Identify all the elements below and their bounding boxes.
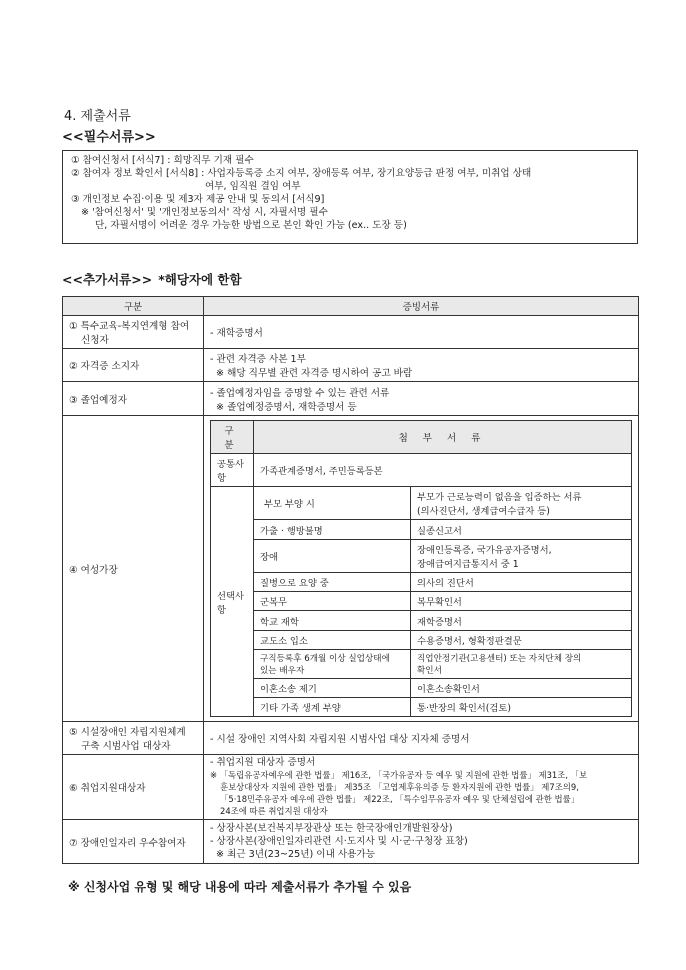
- sub-doc-line: 이혼소송확인서: [417, 684, 480, 695]
- doc-line: - 상장사본(보건복지부장관상 또는 한국장애인개발원장상): [210, 823, 453, 834]
- doc-line: - 관련 자격증 사본 1부: [210, 354, 306, 365]
- sub-row: [211, 573, 632, 592]
- row-category: [63, 316, 204, 349]
- sub-label-common: 공통사항: [211, 454, 254, 487]
- sub-doc: [411, 540, 632, 573]
- sub-doc-line: 확인서: [417, 666, 442, 676]
- sub-doc-line: 통·반장의 확인서(검토): [417, 703, 511, 714]
- sub-row: [211, 631, 632, 650]
- sub-doc: [411, 592, 632, 611]
- table-row: [63, 722, 639, 755]
- cat-line: ⑥ 취업지원대상자: [69, 783, 146, 794]
- required-note-cont: 단, 자필서명이 어려운 경우 가능한 방법으로 본인 확인 가능 (ex.. 도장 등): [95, 220, 407, 231]
- cat-line: ⑦ 장애인일자리 우수참여자: [69, 837, 186, 849]
- sub-doc: [411, 611, 632, 631]
- sub-item: 학교 재학: [254, 611, 411, 631]
- optional-docs-title: [62, 270, 242, 288]
- doc-line: 「5·18민주유공자 예우에 관한 법률」 제22조, 「특수임무유공자 예우 및 단체설립에 관한 법률」: [220, 794, 580, 804]
- sub-row: [211, 679, 632, 698]
- sub-doc: [411, 679, 632, 698]
- sub-doc-line: 재학증명서: [417, 616, 462, 628]
- sub-row: [211, 650, 632, 679]
- optional-docs-table: [62, 296, 639, 864]
- optional-note: *해당자에 한함: [158, 272, 242, 287]
- row-docs: [204, 382, 639, 416]
- sub-item: 질병으로 요양 중: [254, 573, 411, 592]
- row-category: [63, 349, 204, 382]
- doc-line: - 재학증명서: [210, 328, 263, 339]
- row-category: [63, 382, 204, 416]
- header-documents: 증빙서류: [204, 297, 639, 316]
- row-category: [63, 820, 204, 864]
- cat-line: ⑤ 시설장애인 자립지원체계: [69, 727, 186, 738]
- sub-item: 군복무: [254, 592, 411, 611]
- sub-item-line: 구직등록후 6개월 이상 실업상태에: [260, 654, 390, 664]
- sub-item: 장애: [254, 540, 411, 573]
- doc-line: 24조에 따른 취업지원 대상자: [220, 806, 328, 816]
- sub-doc: [411, 573, 632, 592]
- doc-line: ※ 최근 3년(23~25년) 이내 사용가능: [216, 849, 375, 860]
- table-header-row: [63, 297, 639, 316]
- sub-header-docs: 첨 부 서 류: [254, 421, 632, 454]
- required-note: ※ '참여신청서' 및 '개인정보동의서' 작성 시, 자필서명 필수: [81, 207, 328, 218]
- sub-row: [211, 520, 632, 540]
- sub-row: [211, 487, 632, 520]
- doc-line: ※ 「독립유공자예우에 관한 법률」 제16조, 「국가유공자 등 예우 및 지원에 관한 법률」 제31조, 「보: [210, 770, 588, 780]
- doc-line: ※ 졸업예정증명서, 재학증명서 등: [216, 401, 357, 413]
- row-docs: [204, 316, 639, 349]
- doc-line: - 상장사본(장애인일자리관련 시·도지사 및 시·군·구청장 표창): [210, 836, 468, 847]
- sub-item: 기타 가족 생계 부양: [254, 698, 411, 717]
- required-docs-box: [62, 150, 638, 244]
- sub-doc-line: 수용증명서, 형확정판결문: [417, 636, 522, 647]
- sub-doc-line: 직업안정기관(고용센터) 또는 자치단체 장의: [417, 654, 582, 664]
- cat-line: 구축 시범사업 대상자: [81, 741, 171, 752]
- row-category: [63, 722, 204, 755]
- sub-doc: [411, 520, 632, 540]
- table-row: [63, 755, 639, 820]
- required-item-cont: 여부, 임직원 결임 여부: [205, 181, 301, 192]
- sub-row: [211, 592, 632, 611]
- optional-title-text: <<추가서류>>: [62, 272, 153, 287]
- header-category: 구분: [63, 297, 204, 316]
- sub-row: [211, 698, 632, 717]
- sub-item-line: 있는 배우자: [260, 666, 305, 676]
- footer-note: ※ 신청사업 유형 및 해당 내용에 따라 제출서류가 추가될 수 있음: [68, 880, 412, 894]
- sub-doc: [411, 631, 632, 650]
- sub-doc: [411, 650, 632, 679]
- sub-common-doc: 가족관계증명서, 주민등록등본: [254, 454, 632, 487]
- row-docs: [204, 820, 639, 864]
- required-item: ③ 개인정보 수집·이용 및 제3자 제공 안내 및 동의서 [서식9]: [71, 194, 325, 205]
- female-head-subtable: [210, 420, 632, 717]
- sub-item: [254, 650, 411, 679]
- sub-doc: [411, 487, 632, 520]
- table-row: [63, 382, 639, 416]
- required-item: ② 참여자 정보 확인서 [서식8] : 사업자등록증 소지 여부, 장애등록 여부, 장기요양등급 판정 여부, 미취업 상태: [71, 168, 532, 179]
- sub-item: 가출 · 행방불명: [254, 520, 411, 540]
- row-docs: [204, 349, 639, 382]
- sub-doc-line: 실종신고서: [417, 525, 462, 537]
- cat-line: ① 특수교육-복지연계형 참여: [69, 321, 190, 332]
- table-row: [63, 316, 639, 349]
- sub-row: [211, 540, 632, 573]
- cat-line: ② 자격증 소지자: [69, 361, 140, 372]
- sub-doc-line: 의사의 진단서: [417, 578, 474, 589]
- doc-line: 훈보상대상자 지원에 관한 법률」 제35조 「고엽제후유의증 등 환자지원에 관한 법률」 제7조의9,: [220, 782, 579, 792]
- cat-line: 신청자: [81, 335, 109, 346]
- row-docs: [204, 722, 639, 755]
- row-category: [63, 755, 204, 820]
- table-row: [63, 349, 639, 382]
- doc-line: - 시설 장애인 지역사회 자립지원 시범사업 대상 지자체 증명서: [210, 734, 470, 745]
- row-category: [63, 416, 204, 722]
- sub-doc-line: 장애급여지급통지서 중 1: [417, 559, 519, 570]
- cat-line: ③ 졸업예정자: [69, 394, 127, 406]
- required-item: ① 참여신청서 [서식7] : 희망직무 기재 필수: [71, 155, 254, 166]
- row-docs: [204, 416, 639, 722]
- table-row: [63, 820, 639, 864]
- sub-doc-line: 복무확인서: [417, 597, 462, 608]
- doc-line: - 취업지원 대상자 증명서: [210, 757, 316, 768]
- required-docs-title: <<필수서류>>: [62, 130, 156, 145]
- sub-item: 이혼소송 제기: [254, 679, 411, 698]
- section-title: 4. 제출서류: [64, 109, 131, 124]
- sub-doc: [411, 698, 632, 717]
- row-docs: [204, 755, 639, 820]
- sub-item: 교도소 입소: [254, 631, 411, 650]
- sub-doc-line: (의사진단서, 생계급여수급자 등): [417, 506, 550, 517]
- doc-line: - 졸업예정자임을 증명할 수 있는 관련 서류: [210, 387, 390, 399]
- doc-line: ※ 해당 직무별 관련 자격증 명시하여 공고 바람: [216, 368, 413, 379]
- table-row: [63, 416, 639, 722]
- sub-header-row: [211, 421, 632, 454]
- sub-doc-line: 부모가 근로능력이 없음을 입증하는 서류: [417, 492, 582, 503]
- sub-header-category: 구 분: [211, 421, 254, 454]
- sub-label-select: 선택사항: [211, 487, 254, 717]
- cat-line: ④ 여성가장: [69, 564, 118, 576]
- sub-doc-line: 장애인등록증, 국가유공자증명서,: [417, 545, 552, 556]
- sub-row-common: [211, 454, 632, 487]
- sub-row: [211, 611, 632, 631]
- sub-item: 부모 부양 시: [254, 487, 411, 520]
